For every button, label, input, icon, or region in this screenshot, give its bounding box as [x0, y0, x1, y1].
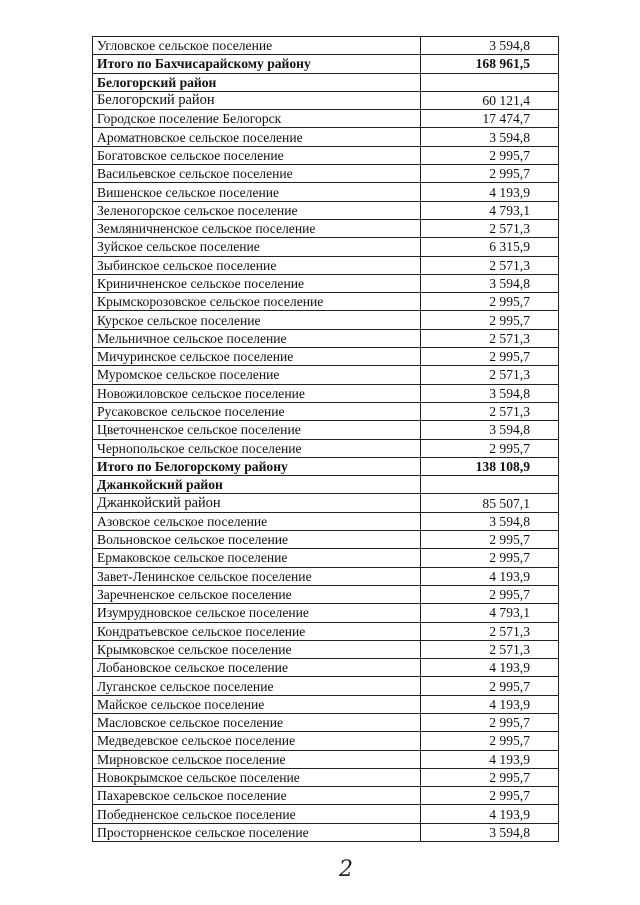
- municipality-name-cell: Городское поселение Белогорск: [93, 110, 421, 128]
- table-row: [93, 659, 559, 677]
- municipality-name-cell: Крымскорозовское сельское поселение: [93, 293, 421, 311]
- amount-cell: 2 995,7: [421, 146, 559, 164]
- table-row: [93, 604, 559, 622]
- table-row: [93, 274, 559, 292]
- amount-cell: 2 995,7: [421, 531, 559, 549]
- municipality-name-cell: Крымковское сельское поселение: [93, 640, 421, 658]
- amount-cell: 2 995,7: [421, 549, 559, 567]
- total-row: [93, 457, 559, 475]
- table-row: [93, 183, 559, 201]
- municipality-name-cell: Криничненское сельское поселение: [93, 274, 421, 292]
- municipality-name-cell: Джанкойский район: [93, 494, 421, 512]
- table-row: [93, 549, 559, 567]
- table-row: [93, 531, 559, 549]
- table-row: [93, 622, 559, 640]
- municipality-name-cell: Мирновское сельское поселение: [93, 750, 421, 768]
- section-header-row: [93, 476, 559, 494]
- municipality-name-cell: Русаковское сельское поселение: [93, 402, 421, 420]
- table-row: [93, 512, 559, 530]
- municipality-name-cell: Майское сельское поселение: [93, 695, 421, 713]
- amount-cell: 4 193,9: [421, 659, 559, 677]
- amount-cell: 3 594,8: [421, 384, 559, 402]
- municipality-name-cell: Итого по Бахчисарайскому району: [93, 55, 421, 73]
- table-row: [93, 787, 559, 805]
- table-row: [93, 201, 559, 219]
- amount-cell: 2 571,3: [421, 402, 559, 420]
- section-header-row: [93, 73, 559, 91]
- amount-cell: 4 793,1: [421, 201, 559, 219]
- municipality-name-cell: Лобановское сельское поселение: [93, 659, 421, 677]
- municipality-name-cell: Новокрымское сельское поселение: [93, 768, 421, 786]
- amount-cell: 4 793,1: [421, 604, 559, 622]
- amount-cell: 3 594,8: [421, 274, 559, 292]
- municipality-name-cell: Мичуринское сельское поселение: [93, 348, 421, 366]
- table-row: [93, 91, 559, 109]
- table-row: [93, 695, 559, 713]
- table-row: [93, 713, 559, 731]
- amount-cell: 3 594,8: [421, 823, 559, 841]
- table-body: [93, 37, 559, 842]
- amount-cell: 2 571,3: [421, 256, 559, 274]
- amount-cell: 2 995,7: [421, 732, 559, 750]
- table-row: [93, 384, 559, 402]
- table-row: [93, 165, 559, 183]
- amount-cell: [421, 73, 559, 91]
- table-row: [93, 567, 559, 585]
- municipality-name-cell: Кондратьевское сельское поселение: [93, 622, 421, 640]
- municipality-name-cell: Вольновское сельское поселение: [93, 531, 421, 549]
- table-row: [93, 768, 559, 786]
- municipality-name-cell: Зеленогорское сельское поселение: [93, 201, 421, 219]
- municipality-name-cell: Пахаревское сельское поселение: [93, 787, 421, 805]
- amount-cell: 3 594,8: [421, 421, 559, 439]
- amount-cell: 60 121,4: [421, 91, 559, 109]
- amount-cell: 2 571,3: [421, 329, 559, 347]
- table-row: [93, 640, 559, 658]
- amount-cell: 2 995,7: [421, 311, 559, 329]
- municipality-name-cell: Земляничненское сельское поселение: [93, 219, 421, 237]
- table-row: [93, 110, 559, 128]
- amount-cell: 3 594,8: [421, 512, 559, 530]
- table-row: [93, 732, 559, 750]
- municipality-name-cell: Джанкойский район: [93, 476, 421, 494]
- table-row: [93, 238, 559, 256]
- amount-cell: 17 474,7: [421, 110, 559, 128]
- table-row: [93, 494, 559, 512]
- amount-cell: 2 995,7: [421, 677, 559, 695]
- municipality-name-cell: Курское сельское поселение: [93, 311, 421, 329]
- municipality-name-cell: Медведевское сельское поселение: [93, 732, 421, 750]
- municipality-name-cell: Цветочненское сельское поселение: [93, 421, 421, 439]
- municipality-name-cell: Азовское сельское поселение: [93, 512, 421, 530]
- municipality-name-cell: Заречненское сельское поселение: [93, 585, 421, 603]
- municipality-name-cell: Вишенское сельское поселение: [93, 183, 421, 201]
- table-row: [93, 402, 559, 420]
- amount-cell: 2 995,7: [421, 293, 559, 311]
- municipality-name-cell: Масловское сельское поселение: [93, 713, 421, 731]
- municipality-name-cell: Просторненское сельское поселение: [93, 823, 421, 841]
- table-row: [93, 585, 559, 603]
- amount-cell: 4 193,9: [421, 567, 559, 585]
- municipality-name-cell: Зыбинское сельское поселение: [93, 256, 421, 274]
- municipality-name-cell: Чернопольское сельское поселение: [93, 439, 421, 457]
- table-row: [93, 348, 559, 366]
- table-row: [93, 219, 559, 237]
- amount-cell: 4 193,9: [421, 750, 559, 768]
- amount-cell: 4 193,9: [421, 183, 559, 201]
- amount-cell: 3 594,8: [421, 37, 559, 55]
- amount-cell: 6 315,9: [421, 238, 559, 256]
- municipality-name-cell: Васильевское сельское поселение: [93, 165, 421, 183]
- amount-cell: 2 571,3: [421, 219, 559, 237]
- amount-cell: 2 571,3: [421, 640, 559, 658]
- amount-cell: 138 108,9: [421, 457, 559, 475]
- amount-cell: 168 961,5: [421, 55, 559, 73]
- amount-cell: 85 507,1: [421, 494, 559, 512]
- amount-cell: 4 193,9: [421, 695, 559, 713]
- amount-cell: 3 594,8: [421, 128, 559, 146]
- table-row: [93, 293, 559, 311]
- amount-cell: 2 995,7: [421, 787, 559, 805]
- amount-cell: 2 995,7: [421, 165, 559, 183]
- amount-cell: 2 995,7: [421, 348, 559, 366]
- table-row: [93, 37, 559, 55]
- municipality-name-cell: Белогорский район: [93, 91, 421, 109]
- municipality-name-cell: Победненское сельское поселение: [93, 805, 421, 823]
- municipality-name-cell: Изумрудновское сельское поселение: [93, 604, 421, 622]
- table-row: [93, 439, 559, 457]
- table-row: [93, 128, 559, 146]
- municipality-name-cell: Ароматновское сельское поселение: [93, 128, 421, 146]
- amount-cell: 2 995,7: [421, 768, 559, 786]
- amount-cell: 4 193,9: [421, 805, 559, 823]
- municipality-name-cell: Луганское сельское поселение: [93, 677, 421, 695]
- table-row: [93, 329, 559, 347]
- municipality-name-cell: Муромское сельское поселение: [93, 366, 421, 384]
- table-row: [93, 366, 559, 384]
- amount-cell: 2 571,3: [421, 366, 559, 384]
- table-row: [93, 421, 559, 439]
- municipality-name-cell: Итого по Белогорскому району: [93, 457, 421, 475]
- page-number: 2: [339, 857, 353, 882]
- amount-cell: [421, 476, 559, 494]
- table-row: [93, 311, 559, 329]
- table-row: [93, 750, 559, 768]
- municipality-name-cell: Новожиловское сельское поселение: [93, 384, 421, 402]
- amount-cell: 2 995,7: [421, 713, 559, 731]
- municipality-name-cell: Богатовское сельское поселение: [93, 146, 421, 164]
- amount-cell: 2 571,3: [421, 622, 559, 640]
- table-row: [93, 256, 559, 274]
- municipality-name-cell: Белогорский район: [93, 73, 421, 91]
- municipality-name-cell: Зуйское сельское поселение: [93, 238, 421, 256]
- table-row: [93, 146, 559, 164]
- municipality-name-cell: Завет-Ленинское сельское поселение: [93, 567, 421, 585]
- municipality-name-cell: Ермаковское сельское поселение: [93, 549, 421, 567]
- amount-cell: 2 995,7: [421, 439, 559, 457]
- municipality-name-cell: Угловское сельское поселение: [93, 37, 421, 55]
- total-row: [93, 55, 559, 73]
- table-row: [93, 677, 559, 695]
- municipality-name-cell: Мельничное сельское поселение: [93, 329, 421, 347]
- budget-allocation-table: [92, 36, 559, 842]
- table-row: [93, 823, 559, 841]
- amount-cell: 2 995,7: [421, 585, 559, 603]
- table-row: [93, 805, 559, 823]
